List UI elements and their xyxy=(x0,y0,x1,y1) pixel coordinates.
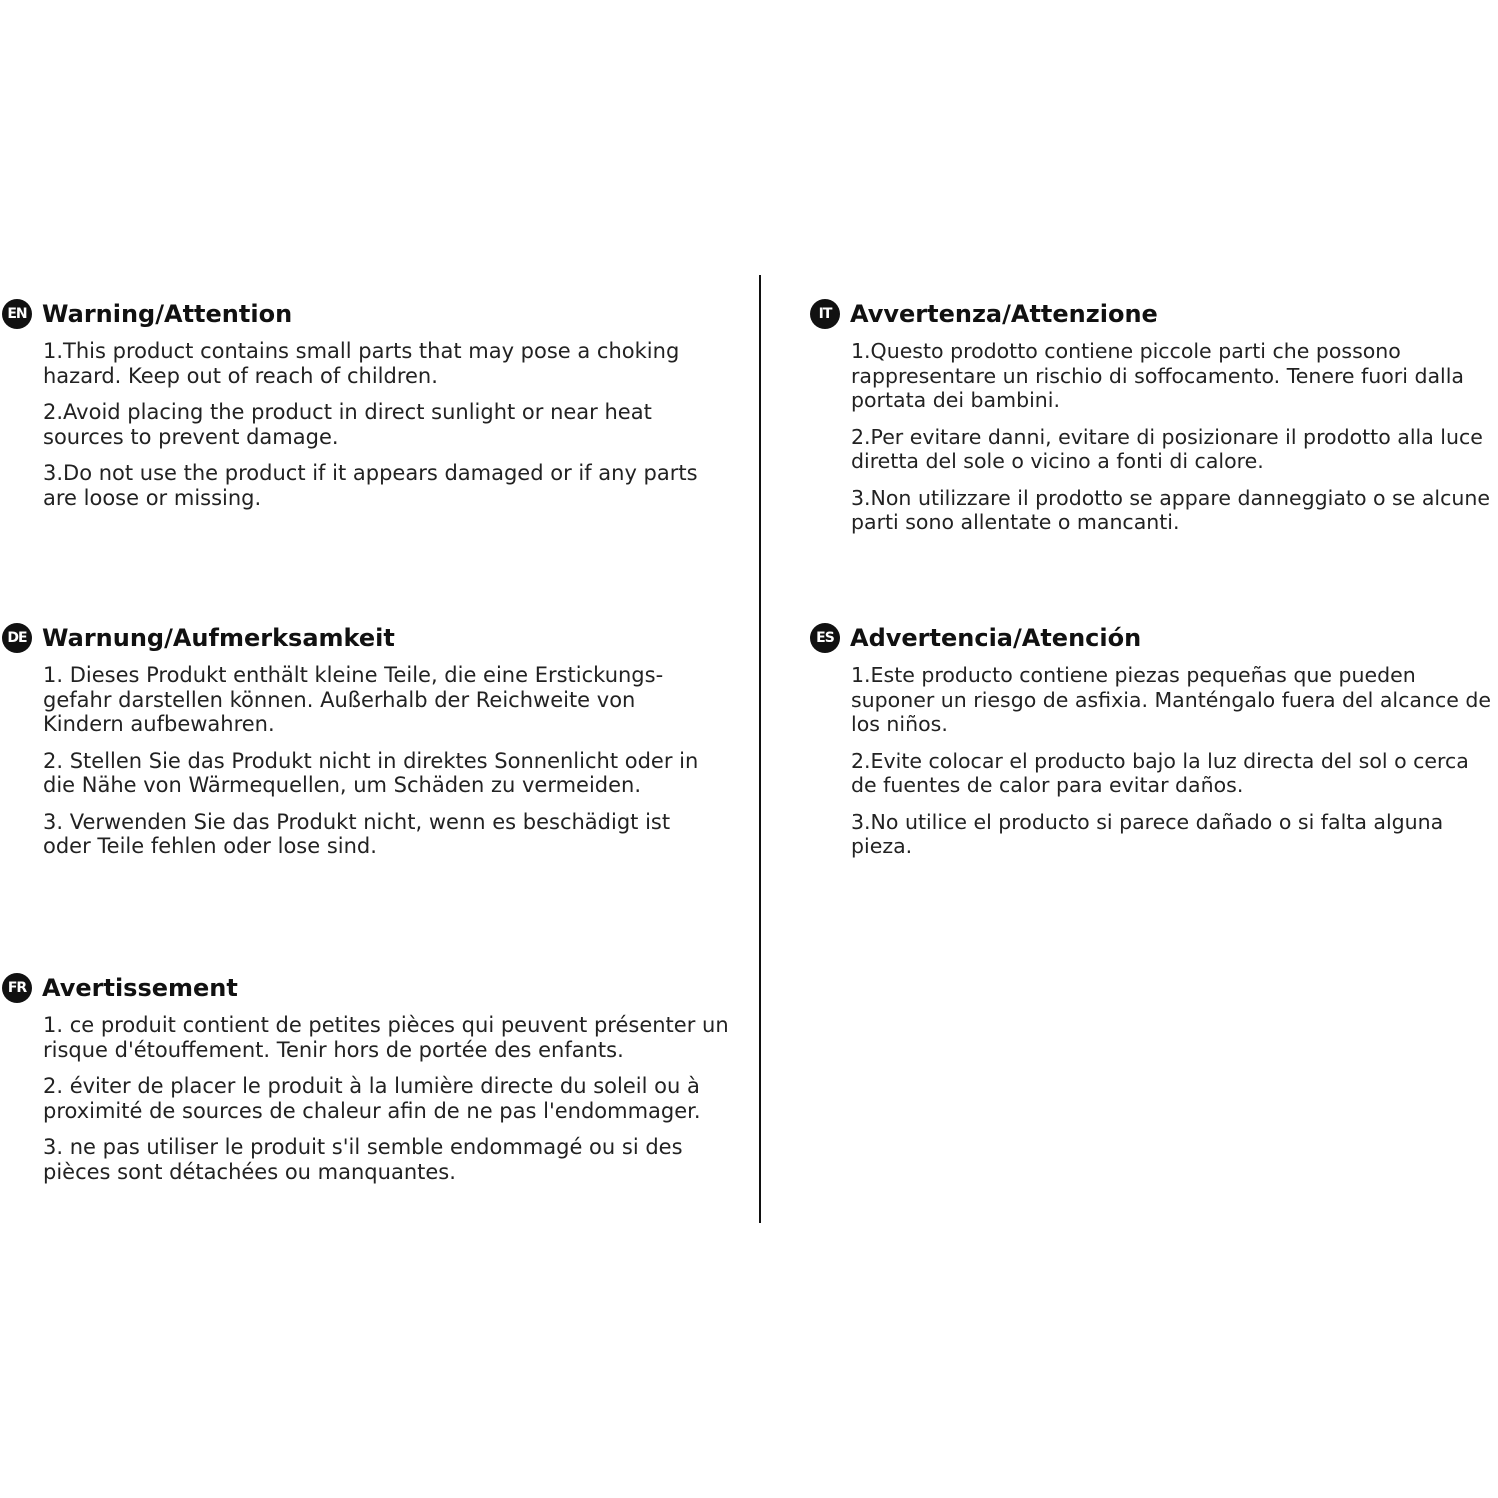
section-heading xyxy=(2,621,702,655)
warning-list xyxy=(43,663,702,859)
section-spanish xyxy=(810,621,1498,871)
section-heading xyxy=(2,971,732,1005)
section-heading xyxy=(810,621,1498,655)
language-badge-icon: EN xyxy=(2,299,32,329)
warning-item: 2.Per evitare danni, evitare di posizionare il prodotto alla luce diretta del sole o vicino a fonti di calore. xyxy=(851,424,1483,473)
warning-list xyxy=(851,339,1498,535)
warning-item: 3.Non utilizzare il prodotto se appare danneggiato o se alcune parti sono allentate o mancanti. xyxy=(851,485,1490,534)
warning-item: 3.Do not use the product if it appears damaged or if any parts are loose or missing. xyxy=(43,461,698,510)
warning-item: 2. Stellen Sie das Produkt nicht in direktes Sonnenlicht oder in die Nähe von Wärmequellen, um Schäden zu vermeiden. xyxy=(43,748,699,797)
warning-item: 1. Dieses Produkt enthält kleine Teile, die eine Erstickungs-gefahr darstellen können. Außerhalb der Reichweite von Kindern aufbewahren. xyxy=(43,663,664,736)
section-title: Advertencia/Atención xyxy=(850,624,1142,652)
section-heading xyxy=(810,297,1498,331)
warning-item: 1.Questo prodotto contiene piccole parti che possono rappresentare un rischio di soffocamento. Tenere fuori dalla portata dei bambini. xyxy=(851,339,1464,412)
warning-item: 3.No utilice el producto si parece dañado o si falta alguna pieza. xyxy=(851,809,1444,858)
warning-item: 3. ne pas utiliser le produit s'il semble endommagé ou si des pièces sont détachées ou manquantes. xyxy=(43,1135,683,1184)
warning-list xyxy=(43,339,702,510)
section-title: Warnung/Aufmerksamkeit xyxy=(42,624,395,652)
warning-item: 1.This product contains small parts that may pose a choking hazard. Keep out of reach of children. xyxy=(43,339,680,388)
warning-item: 1. ce produit contient de petites pièces qui peuvent présenter un risque d'étouffement. Tenir hors de portée des enfants. xyxy=(43,1013,729,1062)
language-badge-icon: ES xyxy=(810,623,840,653)
section-english xyxy=(2,297,702,522)
language-badge-icon: IT xyxy=(810,299,840,329)
language-badge-icon: DE xyxy=(2,623,32,653)
section-french xyxy=(2,971,732,1196)
warning-item: 2. éviter de placer le produit à la lumière directe du soleil ou à proximité de sources de chaleur afin de ne pas l'endommager. xyxy=(43,1074,701,1123)
section-title: Avvertenza/Attenzione xyxy=(850,300,1158,328)
warning-item: 1.Este producto contiene piezas pequeñas que pueden suponer un riesgo de asfixia. Manténgalo fuera del alcance de los niños. xyxy=(851,663,1491,736)
section-title: Warning/Attention xyxy=(42,300,293,328)
section-german xyxy=(2,621,702,871)
language-badge-icon: FR xyxy=(2,973,32,1003)
warning-list xyxy=(43,1013,732,1184)
warning-item: 3. Verwenden Sie das Produkt nicht, wenn es beschädigt ist oder Teile fehlen oder lose sind. xyxy=(43,809,671,858)
section-heading xyxy=(2,297,702,331)
section-title: Avertissement xyxy=(42,974,238,1002)
warning-list xyxy=(851,663,1498,859)
warning-item: 2.Avoid placing the product in direct sunlight or near heat sources to prevent damage. xyxy=(43,400,652,449)
section-italian xyxy=(810,297,1498,547)
warning-item: 2.Evite colocar el producto bajo la luz directa del sol o cerca de fuentes de calor para evitar daños. xyxy=(851,748,1469,797)
column-divider xyxy=(759,275,761,1223)
